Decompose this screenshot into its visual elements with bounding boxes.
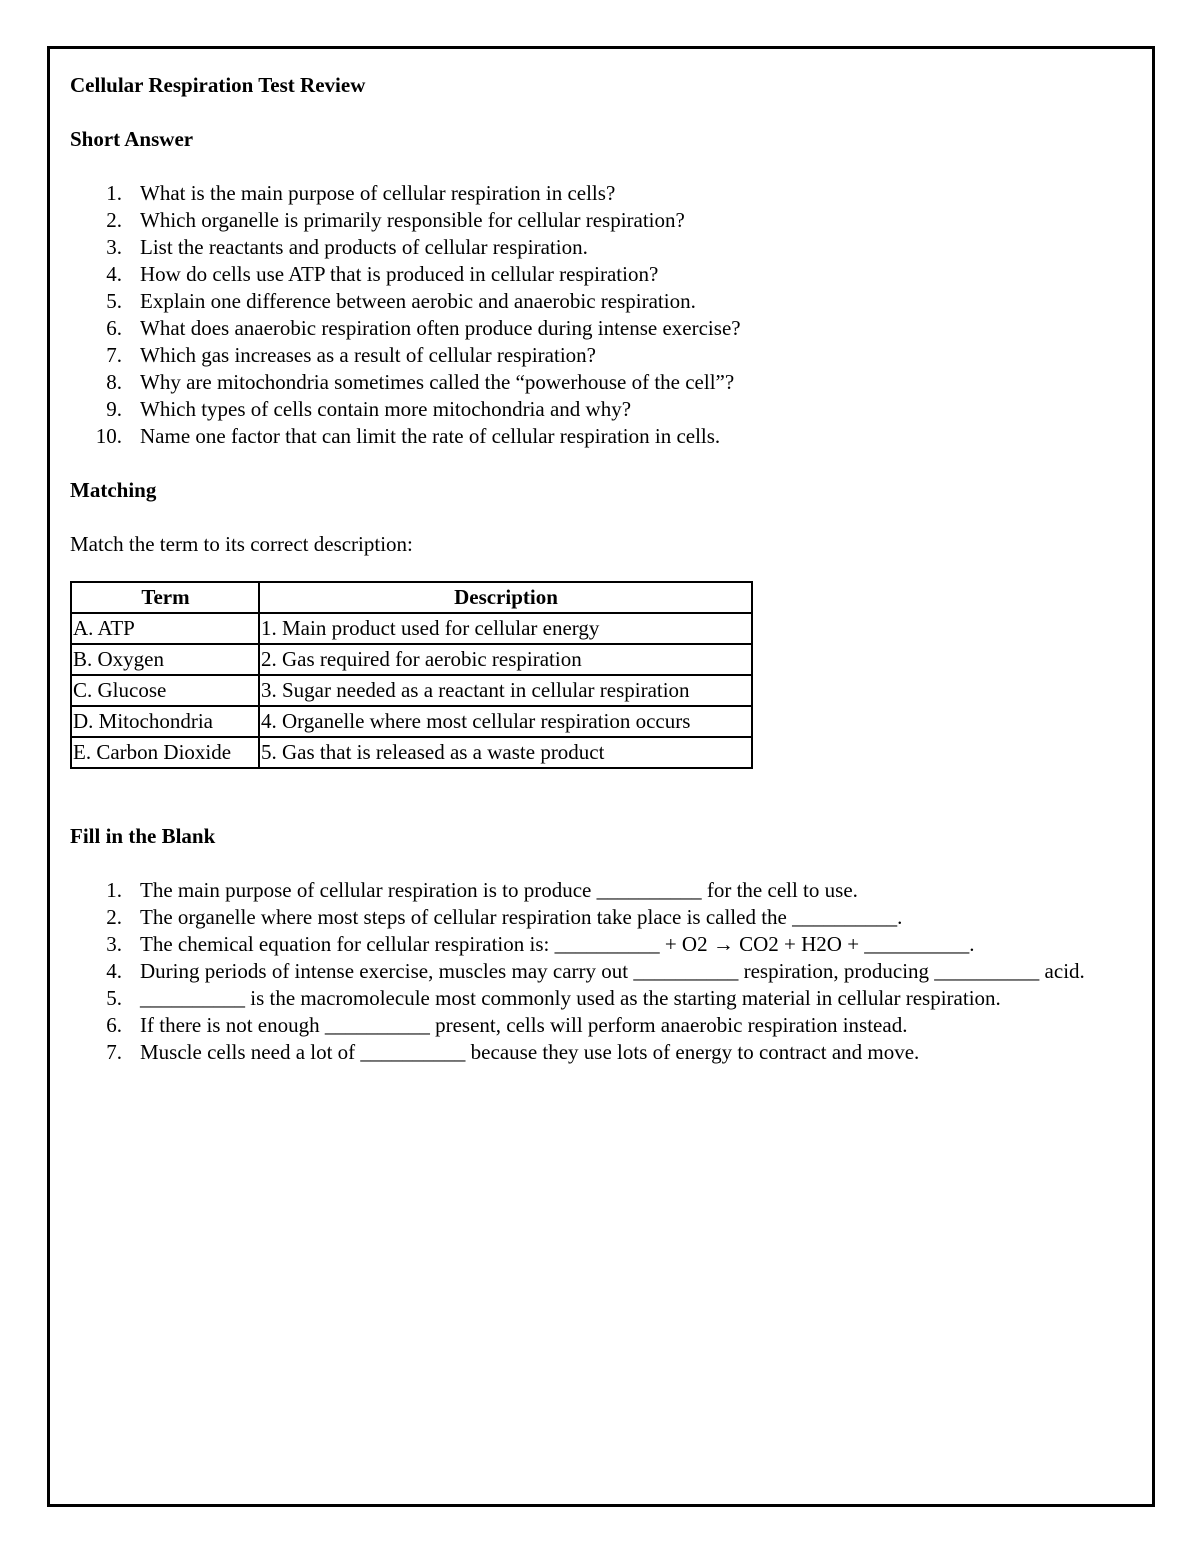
question-text: Which gas increases as a result of cellular respiration?: [140, 343, 596, 367]
question-number: 6.: [106, 1013, 122, 1037]
fill-in-blank-list: [70, 877, 1130, 1066]
question-item: [70, 931, 1130, 958]
description-cell: 1. Main product used for cellular energy: [259, 613, 752, 644]
question-number: 6.: [106, 316, 122, 340]
question-text: The main purpose of cellular respiration is to produce __________ for the cell to use.: [140, 878, 858, 902]
matching-table-body: [71, 613, 752, 768]
description-cell: 5. Gas that is released as a waste product: [259, 737, 752, 768]
matching-table-header-row: [71, 582, 752, 613]
question-item: [70, 958, 1130, 985]
question-text: If there is not enough __________ present, cells will perform anaerobic respiration instead.: [140, 1013, 908, 1037]
question-text: Why are mitochondria sometimes called the “powerhouse of the cell”?: [140, 370, 735, 394]
short-answer-list: [70, 180, 1130, 450]
question-number: 3.: [106, 932, 122, 956]
matching-heading: Matching: [70, 478, 157, 502]
question-text: Which organelle is primarily responsible for cellular respiration?: [140, 208, 685, 232]
question-item: [70, 288, 1130, 315]
question-item: [70, 1012, 1130, 1039]
question-item: [70, 180, 1130, 207]
question-number: 7.: [106, 1040, 122, 1064]
question-text: Which types of cells contain more mitochondria and why?: [140, 397, 632, 421]
question-number: 2.: [106, 905, 122, 929]
term-cell: D. Mitochondria: [71, 706, 259, 737]
term-cell: C. Glucose: [71, 675, 259, 706]
question-number: 5.: [106, 986, 122, 1010]
question-item: [70, 877, 1130, 904]
question-item: [70, 342, 1130, 369]
description-cell: 3. Sugar needed as a reactant in cellular respiration: [259, 675, 752, 706]
short-answer-heading: Short Answer: [70, 127, 194, 151]
question-text: The organelle where most steps of cellular respiration take place is called the __________.: [140, 905, 903, 929]
matching-instruction: Match the term to its correct description:: [70, 532, 413, 556]
document-title: Cellular Respiration Test Review: [70, 73, 366, 97]
question-text: List the reactants and products of cellular respiration.: [140, 235, 588, 259]
question-text: Explain one difference between aerobic and anaerobic respiration.: [140, 289, 696, 313]
table-row: [71, 644, 752, 675]
question-number: 1.: [106, 878, 122, 902]
question-item: [70, 369, 1130, 396]
question-number: 3.: [106, 235, 122, 259]
question-number: 9.: [106, 397, 122, 421]
question-text: How do cells use ATP that is produced in cellular respiration?: [140, 262, 659, 286]
table-row: [71, 613, 752, 644]
question-number: 1.: [106, 181, 122, 205]
question-item: [70, 396, 1130, 423]
question-item: [70, 261, 1130, 288]
table-row: [71, 706, 752, 737]
term-cell: A. ATP: [71, 613, 259, 644]
question-text: What is the main purpose of cellular respiration in cells?: [140, 181, 616, 205]
question-item: [70, 904, 1130, 931]
question-item: [70, 1039, 1130, 1066]
description-cell: 4. Organelle where most cellular respiration occurs: [259, 706, 752, 737]
question-text: Name one factor that can limit the rate of cellular respiration in cells.: [140, 424, 721, 448]
document-body: [70, 72, 1130, 1066]
question-item: [70, 985, 1130, 1012]
table-row: [71, 737, 752, 768]
term-column-header: Term: [71, 582, 259, 613]
question-text: What does anaerobic respiration often produce during intense exercise?: [140, 316, 741, 340]
question-text: Muscle cells need a lot of __________ because they use lots of energy to contract and move.: [140, 1040, 920, 1064]
question-number: 5.: [106, 289, 122, 313]
question-number: 2.: [106, 208, 122, 232]
question-number: 10.: [95, 424, 122, 448]
question-text: During periods of intense exercise, muscles may carry out __________ respiration, producing __________ acid.: [140, 959, 1085, 983]
question-item: [70, 423, 1130, 450]
term-cell: E. Carbon Dioxide: [71, 737, 259, 768]
table-row: [71, 675, 752, 706]
question-text: __________ is the macromolecule most commonly used as the starting material in cellular respiration.: [140, 986, 1001, 1010]
question-number: 7.: [106, 343, 122, 367]
matching-table: [70, 581, 753, 769]
question-item: [70, 315, 1130, 342]
question-number: 4.: [106, 959, 122, 983]
question-number: 8.: [106, 370, 122, 394]
question-text: The chemical equation for cellular respiration is: __________ + O2 → CO2 + H2O + __________.: [140, 932, 975, 956]
description-cell: 2. Gas required for aerobic respiration: [259, 644, 752, 675]
question-item: [70, 234, 1130, 261]
question-item: [70, 207, 1130, 234]
description-column-header: Description: [259, 582, 752, 613]
term-cell: B. Oxygen: [71, 644, 259, 675]
question-number: 4.: [106, 262, 122, 286]
fill-in-blank-heading: Fill in the Blank: [70, 824, 216, 848]
